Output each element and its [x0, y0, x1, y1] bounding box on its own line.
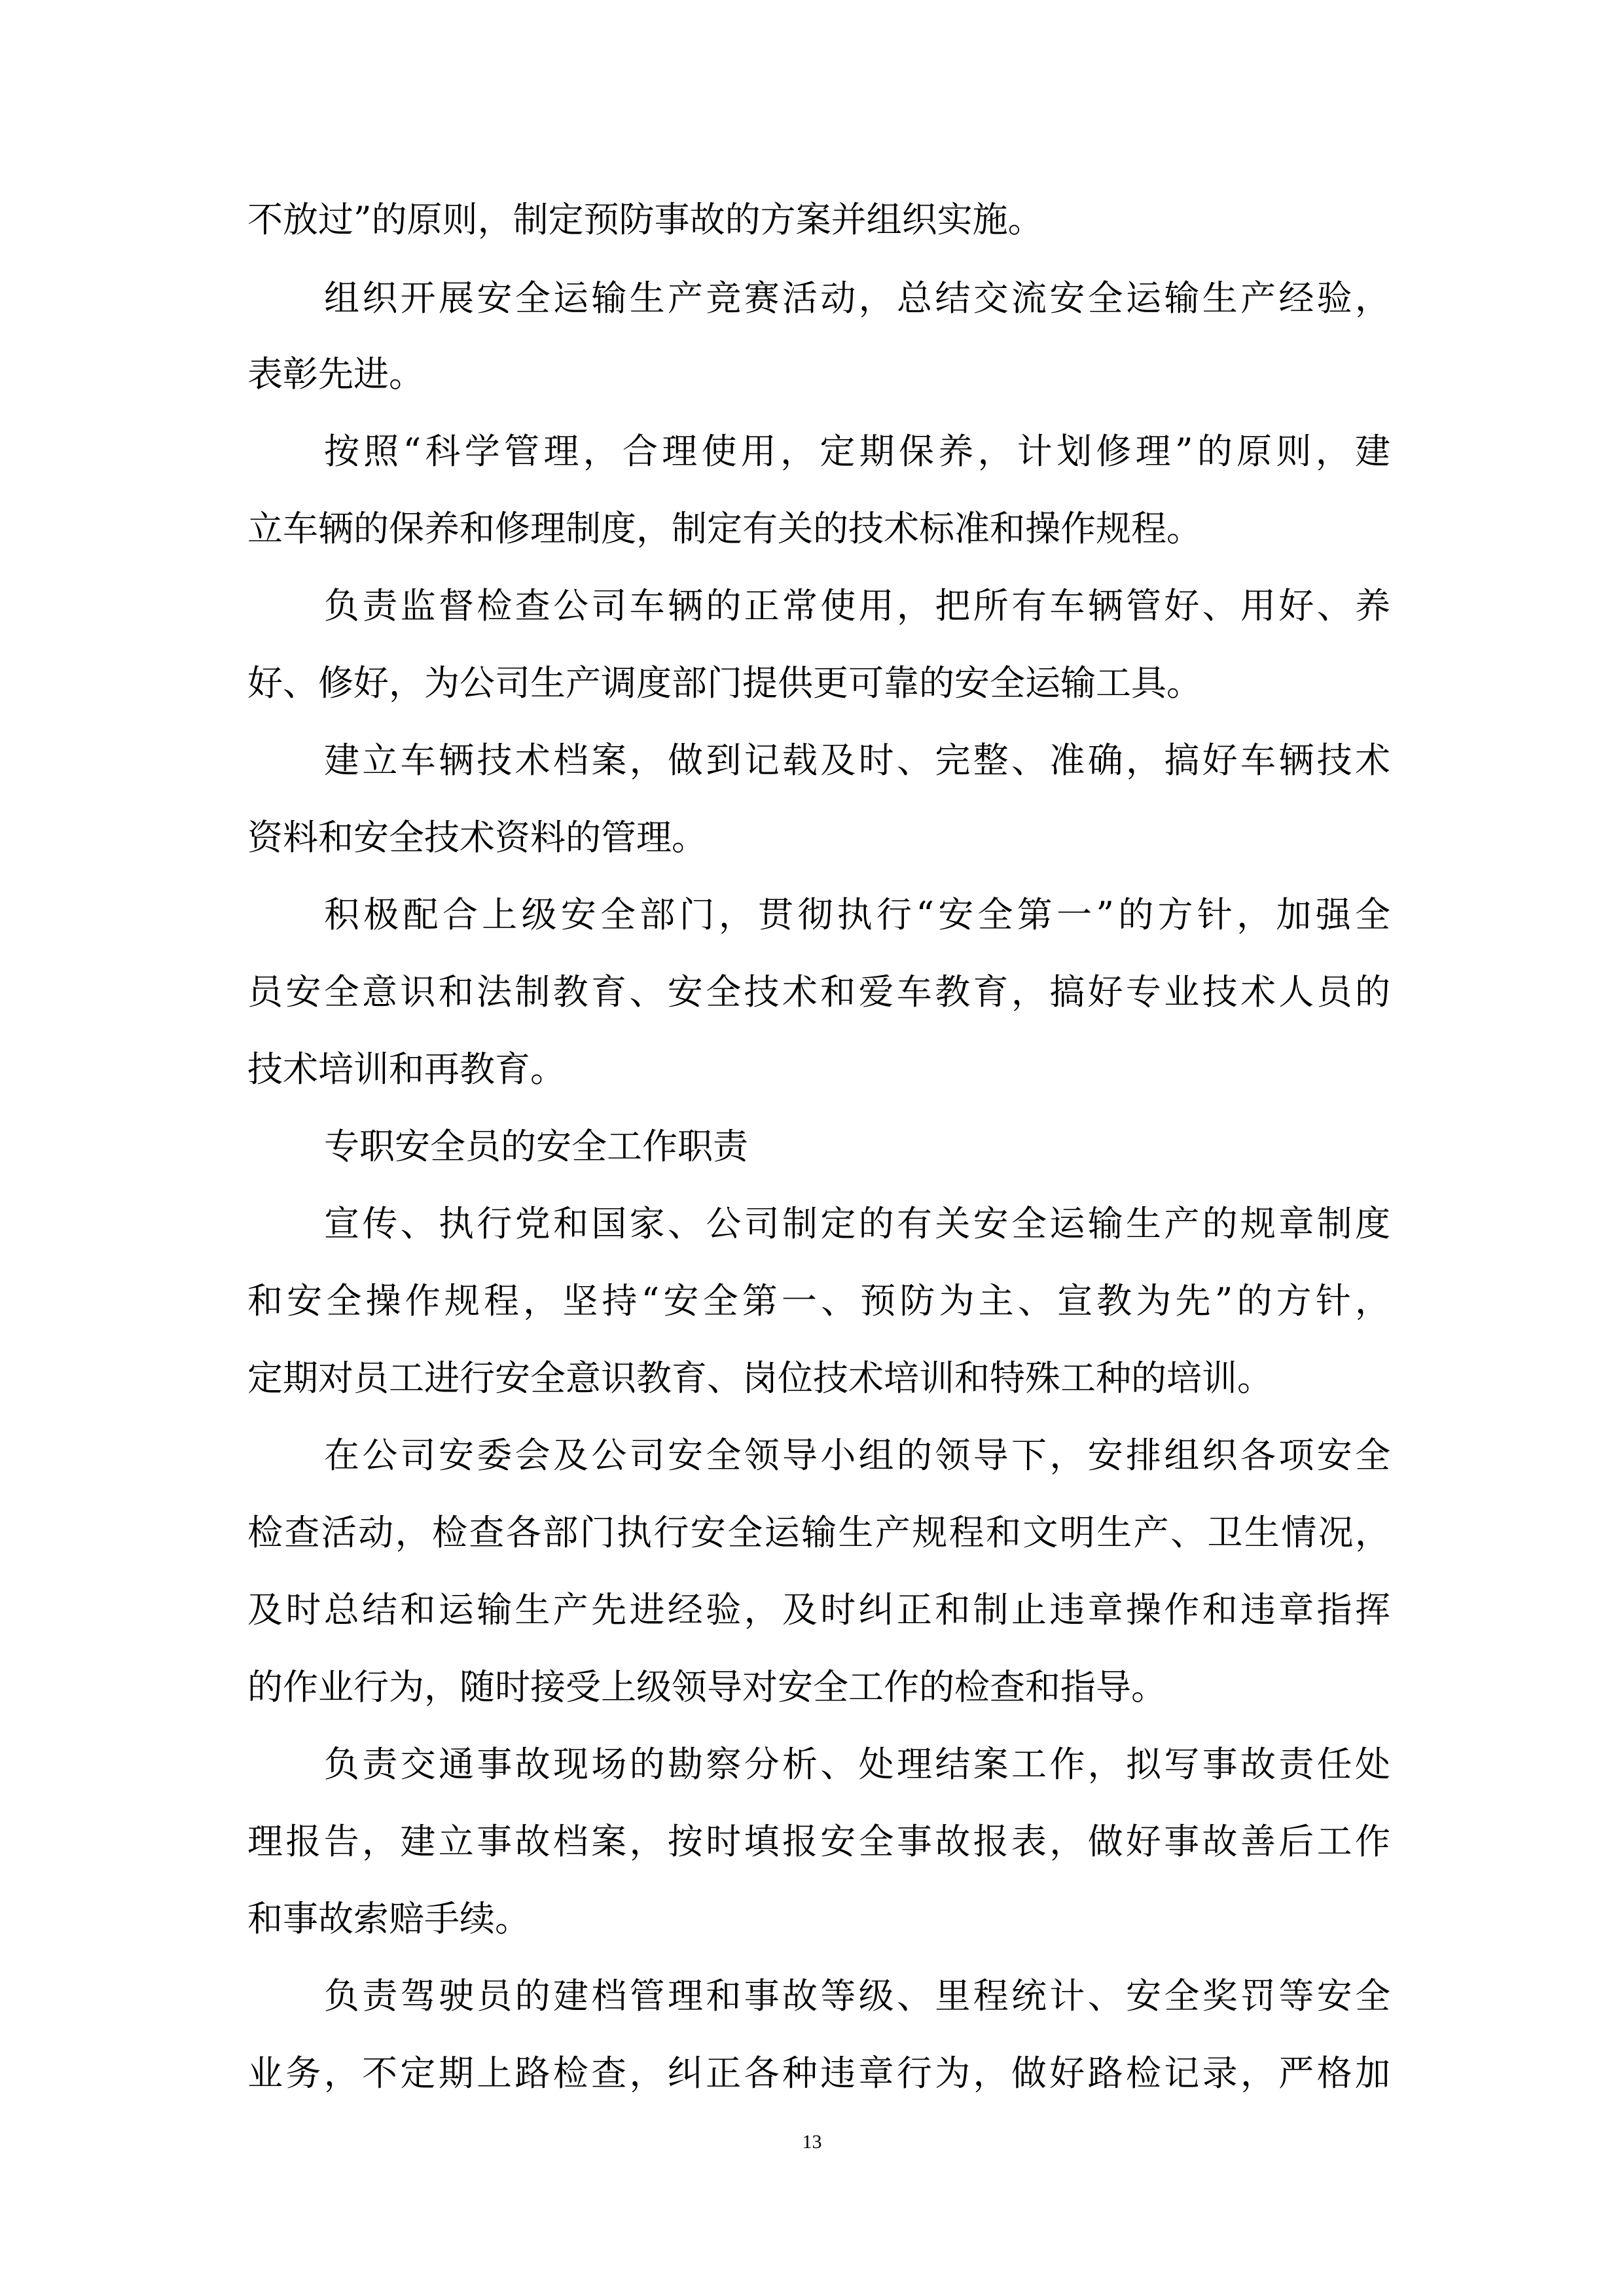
paragraph-first-line: 积极配合上级安全部门，贯彻执行“安全第一”的方针，加强全	[324, 894, 1390, 935]
text-line: 技术培训和再教育。	[247, 1049, 566, 1090]
text-line: 和安全操作规程，坚持“安全第一、预防为主、宣教为先”的方针，	[247, 1280, 1390, 1321]
paragraph-first-line: 宣传、执行党和国家、公司制定的有关安全运输生产的规章制度	[324, 1203, 1390, 1244]
paragraph-first-line: 组织开展安全运输生产竞赛活动，总结交流安全运输生产经验，	[324, 278, 1390, 319]
paragraph-first-line: 按照“科学管理，合理使用，定期保养，计划修理”的原则，建	[324, 431, 1390, 472]
paragraph-first-line: 建立车辆技术档案，做到记载及时、完整、准确，搞好车辆技术	[324, 740, 1390, 781]
text-line: 表彰先进。	[247, 353, 424, 395]
paragraph-first-line: 负责监督检查公司车辆的正常使用，把所有车辆管好、用好、养	[324, 585, 1390, 626]
text-line: 资料和安全技术资料的管理。	[247, 817, 707, 858]
text-line: 不放过”的原则，制定预防事故的方案并组织实施。	[247, 199, 1043, 240]
text-line: 检查活动，检查各部门执行安全运输生产规程和文明生产、卫生情况，	[247, 1512, 1390, 1553]
text-line: 的作业行为，随时接受上级领导对安全工作的检查和指导。	[247, 1666, 1166, 1708]
text-line: 立车辆的保养和修理制度，制定有关的技术标准和操作规程。	[247, 508, 1202, 549]
text-line: 员安全意识和法制教育、安全技术和爱车教育，搞好专业技术人员的	[247, 971, 1390, 1013]
paragraph-first-line: 负责驾驶员的建档管理和事故等级、里程统计、安全奖罚等安全	[324, 1975, 1390, 2017]
section-heading: 专职安全员的安全工作职责	[324, 1126, 748, 1167]
page-number: 13	[802, 2131, 822, 2153]
paragraph-first-line: 在公司安委会及公司安全领导小组的领导下，安排组织各项安全	[324, 1435, 1390, 1476]
text-line: 业务，不定期上路检查，纠正各种违章行为，做好路检记录，严格加	[247, 2053, 1390, 2094]
paragraph-first-line: 负责交通事故现场的勘察分析、处理结案工作，拟写事故责任处	[324, 1744, 1390, 1785]
text-line: 好、修好，为公司生产调度部门提供更可靠的安全运输工具。	[247, 662, 1202, 704]
text-line: 定期对员工进行安全意识教育、岗位技术培训和特殊工种的培训。	[247, 1357, 1272, 1399]
text-line: 及时总结和运输生产先进经验，及时纠正和制止违章操作和违章指挥	[247, 1589, 1390, 1630]
text-line: 理报告，建立事故档案，按时填报安全事故报表，做好事故善后工作	[247, 1821, 1390, 1862]
text-line: 和事故索赔手续。	[247, 1898, 530, 1939]
